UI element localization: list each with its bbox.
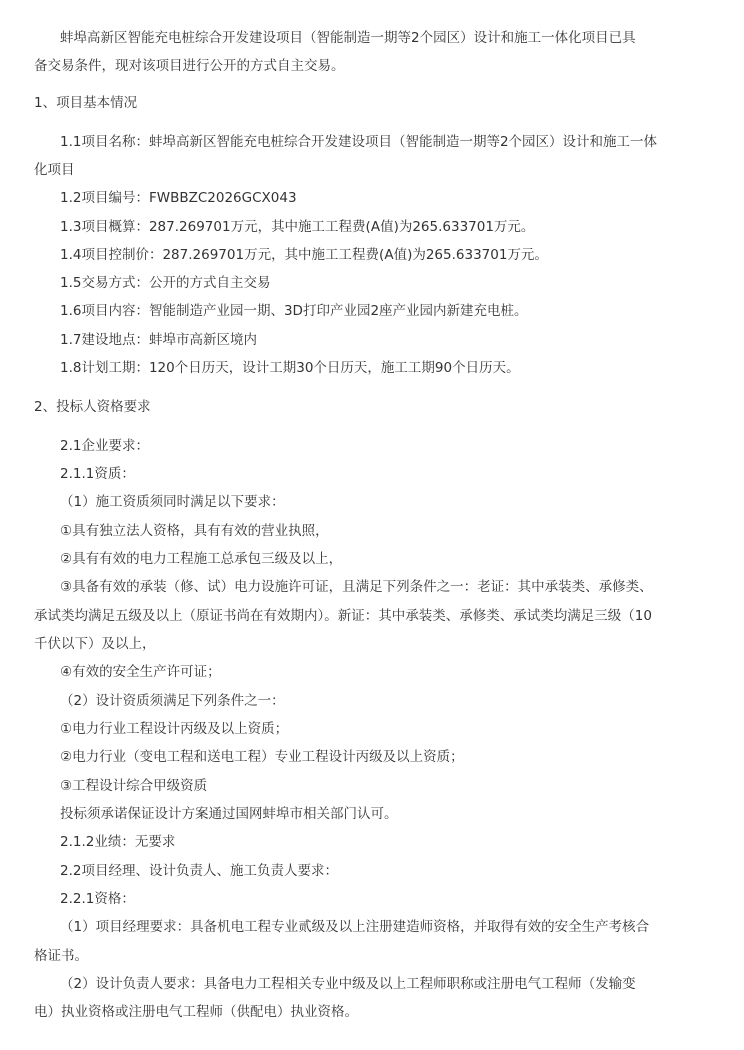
item-1-1-line-2: 化项目 bbox=[34, 162, 75, 178]
design-lead-req-line-1: （2）设计负责人要求：具备电力工程相关专业中级及以上工程师职称或注册电气工程师（发输变 bbox=[60, 976, 636, 992]
item-2-2: 2.2项目经理、设计负责人、施工负责人要求： bbox=[60, 863, 338, 879]
design-approval-commitment: 投标须承诺保证设计方案通过国网蚌埠市相关部门认可。 bbox=[60, 806, 398, 822]
design-qualification-3: ③工程设计综合甲级资质 bbox=[60, 778, 208, 794]
intro-line-1: 蚌埠高新区智能充电桩综合开发建设项目（智能制造一期等2个园区）设计和施工一体化项目已具 bbox=[60, 30, 636, 46]
design-qualification-heading: （2）设计资质须满足下列条件之一： bbox=[60, 693, 285, 709]
item-2-1-1: 2.1.1资质： bbox=[60, 466, 135, 482]
construction-qualification-3-line-1: ③具备有效的承装（修、试）电力设施许可证，且满足下列条件之一：老证：其中承装类、承修类、 bbox=[60, 579, 653, 595]
project-manager-req-line-1: （1）项目经理要求：具备机电工程专业贰级及以上注册建造师资格，并取得有效的安全生产考核合 bbox=[60, 919, 650, 935]
project-manager-req-line-2: 格证书。 bbox=[34, 948, 88, 964]
construction-qualification-3-line-2: 承试类均满足五级及以上（原证书尚在有效期内）。新证：其中承装类、承修类、承试类均满足三级（10 bbox=[34, 608, 652, 624]
item-1-6: 1.6项目内容：智能制造产业园一期、3D打印产业园2座产业园内新建充电桩。 bbox=[60, 303, 528, 319]
section-heading-1: 1、项目基本情况 bbox=[34, 95, 138, 111]
construction-qualification-3-line-3: 千伏以下）及以上， bbox=[34, 636, 156, 652]
item-2-1: 2.1企业要求： bbox=[60, 438, 149, 454]
construction-qualification-1: ①具有独立法人资格，具有有效的营业执照， bbox=[60, 523, 329, 539]
item-1-2: 1.2项目编号：FWBBZC2026GCX043 bbox=[60, 190, 297, 206]
item-2-1-2: 2.1.2业绩：无要求 bbox=[60, 834, 176, 850]
design-lead-req-line-2: 电）执业资格或注册电气工程师（供配电）执业资格。 bbox=[34, 1004, 358, 1020]
design-qualification-2: ②电力行业（变电工程和送电工程）专业工程设计丙级及以上资质； bbox=[60, 749, 464, 765]
item-1-1-line-1: 1.1项目名称：蚌埠高新区智能充电桩综合开发建设项目（智能制造一期等2个园区）设计和施工一体 bbox=[60, 134, 658, 150]
section-heading-2: 2、投标人资格要求 bbox=[34, 399, 151, 415]
construction-qualification-4: ④有效的安全生产许可证； bbox=[60, 664, 221, 680]
item-2-2-1: 2.2.1资格： bbox=[60, 891, 135, 907]
item-1-7: 1.7建设地点：蚌埠市高新区境内 bbox=[60, 332, 257, 348]
construction-qualification-2: ②具有有效的电力工程施工总承包三级及以上， bbox=[60, 551, 343, 567]
item-1-4: 1.4项目控制价：287.269701万元，其中施工工程费(A值)为265.633701万元。 bbox=[60, 247, 548, 263]
construction-qualification-heading: （1）施工资质须同时满足以下要求： bbox=[60, 494, 285, 510]
item-1-8: 1.8计划工期：120个日历天，设计工期30个日历天，施工工期90个日历天。 bbox=[60, 360, 520, 376]
item-1-3: 1.3项目概算：287.269701万元，其中施工工程费(A值)为265.633701万元。 bbox=[60, 219, 535, 235]
design-qualification-1: ①电力行业工程设计丙级及以上资质； bbox=[60, 721, 289, 737]
item-1-5: 1.5交易方式：公开的方式自主交易 bbox=[60, 275, 271, 291]
intro-line-2: 备交易条件，现对该项目进行公开的方式自主交易。 bbox=[34, 58, 345, 74]
